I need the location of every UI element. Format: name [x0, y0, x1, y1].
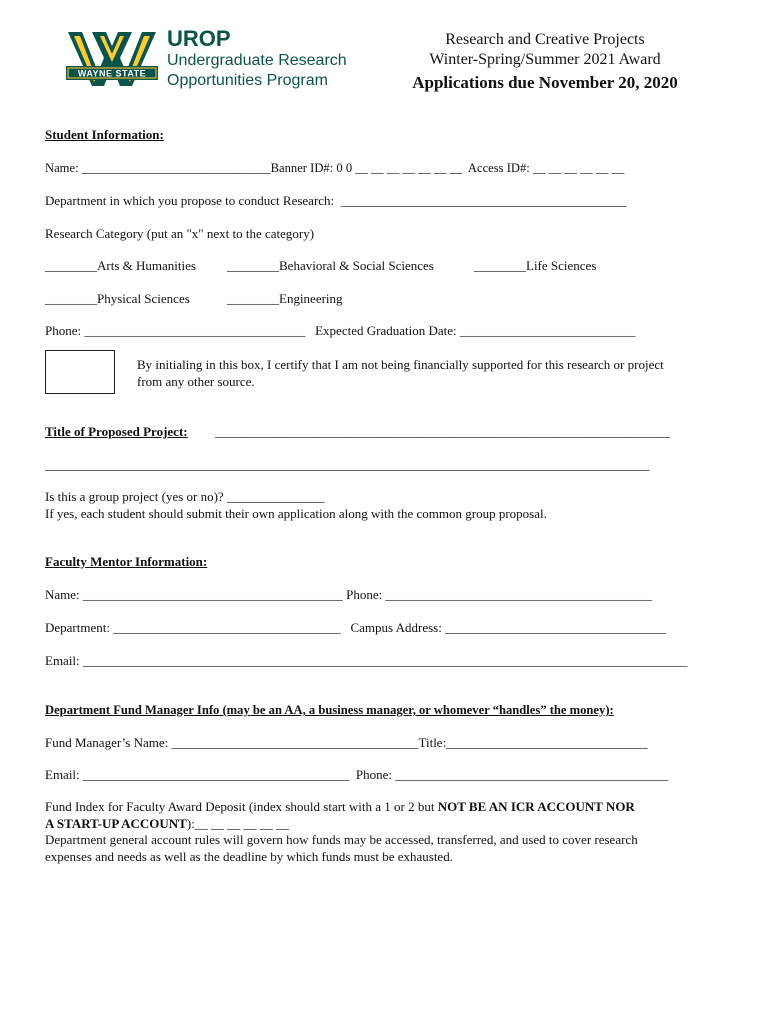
research-category-prompt: Research Category (put an "x" next to the category) [45, 226, 315, 241]
fund-manager-name-title-field[interactable]: Fund Manager’s Name: ______________________________________Title:_______________________________ [45, 735, 648, 750]
project-title-field[interactable]: ______________________________________________________________________ [215, 424, 670, 439]
fund-index-field[interactable] [45, 816, 289, 832]
faculty-mentor-heading: Faculty Mentor Information: [45, 554, 208, 569]
form-title-line2: Winter-Spring/Summer 2021 Award [429, 51, 661, 68]
form-title-line1: Research and Creative Projects [445, 31, 645, 48]
logo-line2: Opportunities Program [167, 72, 328, 89]
account-rules-line2: expenses and needs as well as the deadline by which funds must be exhausted. [45, 849, 453, 864]
group-project-note: If yes, each student should submit their own application along with the common group proposal. [45, 506, 547, 521]
application-deadline: Applications due November 20, 2020 [412, 73, 678, 92]
fund-manager-email-phone-field[interactable]: Email: _________________________________________ Phone: __________________________________________ [45, 767, 669, 782]
department-research-field[interactable]: Department in which you propose to conduct Research: ____________________________________________ [45, 193, 627, 208]
initial-box[interactable] [45, 350, 115, 394]
fund-index-warning: NOT BE AN ICR ACCOUNT NOR [437, 799, 635, 814]
project-title-label: Title of Proposed Project: [45, 424, 188, 439]
category-engineering[interactable]: ________Engineering [227, 291, 343, 306]
project-title-field-line2[interactable]: _____________________________________________________________________________________________ [45, 457, 650, 472]
fund-index-text: Fund Index for Faculty Award Deposit (index should start with a 1 or 2 but [45, 799, 438, 814]
mentor-name-phone-field[interactable]: Name: ________________________________________ Phone: _________________________________________ [45, 587, 653, 602]
mentor-email-field[interactable]: Email: _____________________________________________________________________________________________ [45, 653, 688, 668]
urop-logo [64, 28, 364, 98]
category-behavioral-social[interactable]: ________Behavioral & Social Sciences [227, 258, 434, 273]
fund-index-blanks[interactable]: ):__ __ __ __ __ __ [186, 816, 290, 831]
category-life-sciences[interactable]: ________Life Sciences [474, 258, 597, 273]
logo-acronym: UROP [167, 26, 231, 51]
logo-banner-text: WAYNE STATE [77, 68, 147, 79]
student-name-banner-access-field[interactable]: Name: ______________________________Banner ID#: 0 0 __ __ __ __ __ __ __ Access ID#: __ __ __ __ __ __ [45, 161, 625, 175]
fund-index-instructions [45, 799, 635, 815]
mentor-department-address-field[interactable]: Department: ___________________________________ Campus Address: __________________________________ [45, 620, 667, 635]
student-info-heading: Student Information: [45, 127, 164, 142]
category-arts-humanities[interactable]: ________Arts & Humanities [45, 258, 196, 273]
logo-line1: Undergraduate Research [167, 52, 347, 69]
category-physical-sciences[interactable]: ________Physical Sciences [45, 291, 190, 306]
fund-manager-heading: Department Fund Manager Info (may be an AA, a business manager, or whomever “handles” the money): [45, 703, 614, 717]
account-rules-line1: Department general account rules will govern how funds may be accessed, transferred, and used to cover research [45, 832, 638, 847]
certify-text-line1: By initialing in this box, I certify that I am not being financially supported for this research or project [137, 357, 664, 372]
group-project-question[interactable]: Is this a group project (yes or no)? _______________ [45, 489, 325, 504]
phone-graduation-field[interactable]: Phone: __________________________________ Expected Graduation Date: ___________________________ [45, 323, 636, 338]
wayne-state-w-icon [64, 28, 160, 98]
fund-index-warning-cont: A START-UP ACCOUNT [45, 816, 187, 831]
certify-text-line2: from any other source. [137, 374, 255, 389]
